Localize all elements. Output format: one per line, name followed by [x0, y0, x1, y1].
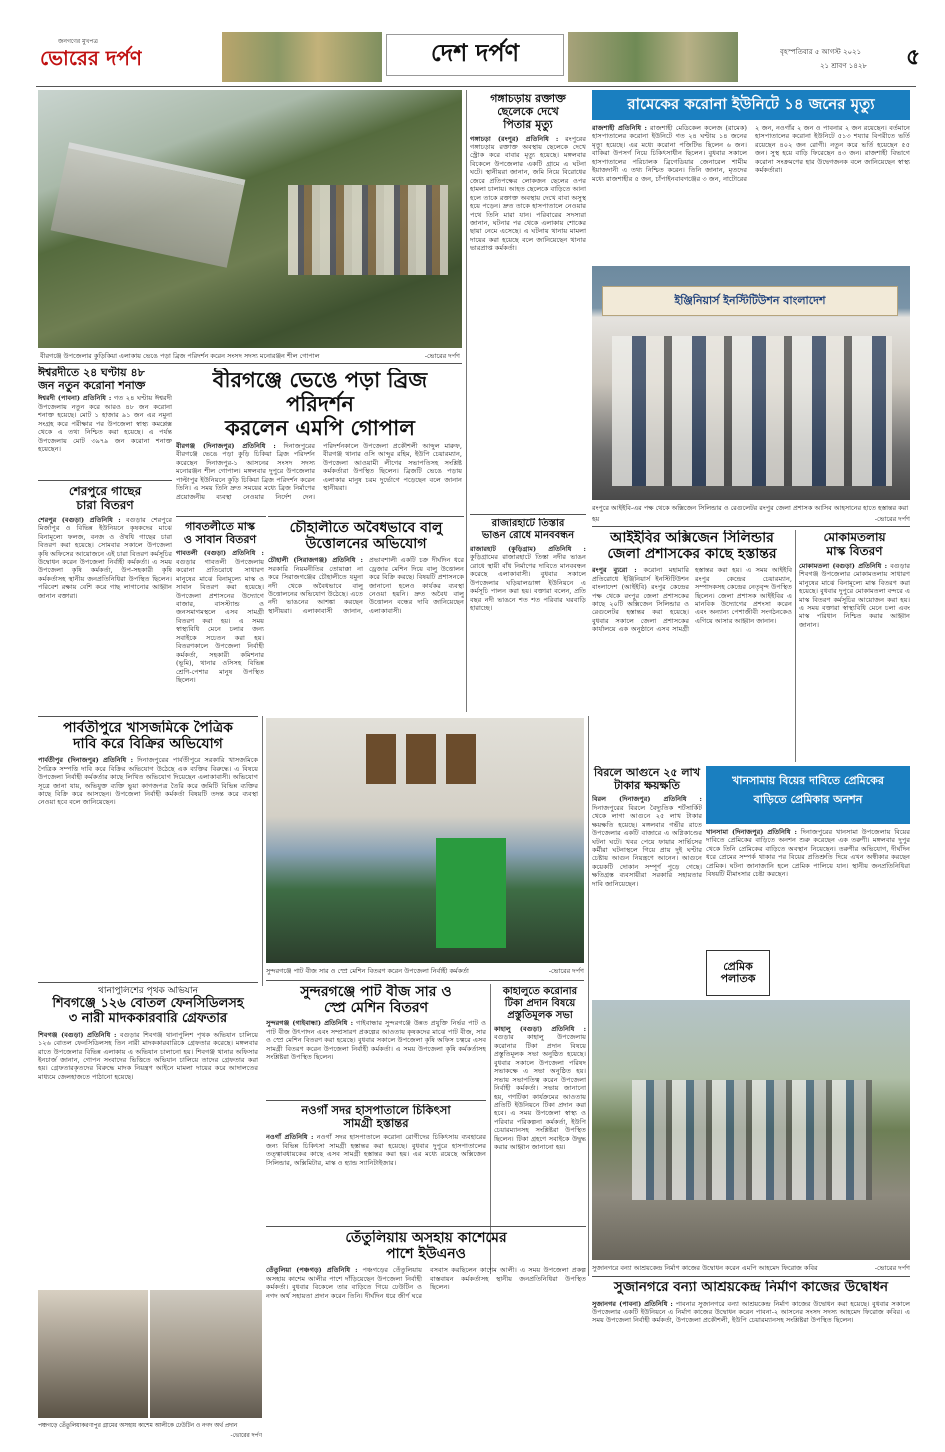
ieb-article	[592, 530, 792, 762]
rule	[38, 363, 462, 364]
tetulia-photo-1	[38, 1290, 148, 1418]
rule	[268, 516, 464, 517]
khansama-headline-1: খানসামায় বিয়ের দাবিতে প্রেমিকের	[732, 774, 884, 787]
mokam-headline-2: মাস্ক বিতরণ	[826, 544, 883, 559]
biral-headline-2: টাকার ক্ষয়ক্ষতি	[614, 779, 680, 793]
tetulia-article	[266, 1230, 586, 1440]
section-title: দেশ দর্পণ	[430, 39, 520, 67]
parbatipur-headline-1: পার্বতীপুরে খাসজমিকে পৈত্রিক	[63, 720, 233, 736]
rule	[266, 1100, 486, 1101]
chauhali-body	[268, 556, 464, 615]
khansama-headline-2: বাড়িতে প্রেমিকার অনশন	[753, 793, 863, 806]
sundarganj-body	[266, 1019, 486, 1061]
naogaon-text: নওগাঁ সদর হাসপাতালে করোনা রোগীদের চিকিৎসায় ব্যবহারের জন্য বিভিন্ন চিকিৎসা সামগ্রী হস্তান্তর করা হয়েছে। বুধবার দুপুরে হাসপাতালের তত্ত্বাবধায়কের কাছে এসব সামগ্রী হস্তান্তর করা হয়। এর মধ্যে রয়েছে অক্সিজেন সিলিন্ডার, অক্সিমিটার, মাস্ক ও হ্যান্ড স্যানিটাইজার।	[266, 1133, 486, 1167]
naogaon-article	[266, 1104, 486, 1220]
sundarganj-byline: সুন্দরগঞ্জ (গাইবান্ধা) প্রতিনিধি :	[266, 1019, 354, 1028]
bridge-caption-text: বীরগঞ্জে উপজেলার কুড়িকিয়া এলাকায় ভেঙে পড়া ব্রিজ পরিদর্শন করেন সংসদ সদস্য মনোরঞ্জন শীল গোপাল	[40, 352, 320, 360]
shibganj-headline-2: ৩ নারী মাদককারবারি গ্রেফতার	[68, 1010, 228, 1026]
kahalu-text: বগুড়ার কাহালু উপজেলায় করোনার টিকা প্রদান বিষয়ে প্রস্তুতিমূলক সভা অনুষ্ঠিত হয়েছে। বুধবার সকালে উপজেলা পরিষদ সভাকক্ষে এ সভা অনুষ্ঠিত হয়। সভায় সভাপতিত্ব করেন উপজেলা নির্বাহী কর্মকর্তা। সভায় জানানো হয়, গণটিকা কার্যক্রমের আওতায় প্রতিটি ইউনিয়নে টিকা প্রদান করা হবে। এ সময় উপজেলা স্বাস্থ্য ও পরিবার পরিকল্পনা কর্মকর্তা, ইউপি চেয়ারম্যানসহ সংশ্লিষ্টরা উপস্থিত ছিলেন। টিকা গ্রহণে সবাইকে উদ্বুদ্ধ করার আহ্বান জানানো হয়।	[494, 1033, 586, 1152]
sujanagar-caption-credit: -ভোরের দর্পণ	[874, 1264, 910, 1272]
tetulia-caption-text: পঞ্চগড়ে তেঁতুলিয়াকরণাপুর গ্রামের অসহায় কাশেম আলীকে ঢেউটিন ও নগদ অর্থ প্রদান	[38, 1423, 238, 1429]
seed-bags	[436, 838, 506, 948]
gabtali-text: বগুড়ার গাবতলী উপজেলায় করোনা প্রতিরোধে সাধারণ মানুষের মাঝে বিনামূল্যে মাস্ক ও সাবান বিতরণ করা হয়েছে। উপজেলা প্রশাসনের উদ্যোগে বাজার, বাসস্ট্যান্ড ও জনসমাগমস্থলে এসব সামগ্রী বিতরণ করা হয়। এ সময় স্বাস্থ্যবিধি মেনে চলার জন্য সবাইকে সচেতন করা হয়। বিতরণকালে উপজেলা নির্বাহী কর্মকর্তা, সহকারী কমিশনার (ভূমি), থানার ওসিসহ বিভিন্ন শ্রেণি-পেশার মানুষ উপস্থিত ছিলেন।	[176, 557, 264, 684]
rajarhat-headline-2: ভাঙন রোধে মানববন্ধন	[481, 530, 575, 541]
shibganj-byline: শিবগঞ্জ (বগুড়া) প্রতিনিধি :	[38, 1030, 117, 1039]
sujanagar-text: পাবনার সুজানগরে বন্যা আশ্রয়কেন্দ্র নির্মাণ কাজের উদ্বোধন করা হয়েছে। বুধবার সকালে উপজেলার একটি ইউনিয়নে এ নির্মাণ কাজের উদ্বোধন করেন পাবনা-২ আসনের সংসদ সদস্য আহমেদ ফিরোজ কবির। এ সময় উপজেলা নির্বাহী কর্মকর্তা, উপজেলা প্রকৌশলী, ইউপি চেয়ারম্যানসহ সংশ্লিষ্টরা উপস্থিত ছিলেন।	[592, 1299, 910, 1325]
gabtali-article	[176, 520, 264, 710]
date-line-1: বৃহস্পতিবার ৫ আগস্ট ২০২১	[780, 48, 862, 56]
tetulia-photo-2	[150, 1290, 262, 1418]
shibganj-kicker: থানাপুলিশের পৃথক অভিযান	[98, 986, 198, 996]
mokam-byline: মোকামতলা (বগুড়া) প্রতিনিধি :	[799, 561, 888, 570]
ieb-photo-caption	[592, 503, 910, 525]
rmk-headline-box	[592, 90, 910, 120]
khansama-box	[706, 950, 770, 996]
sujanagar-headline: সুজানগরে বন্যা আশ্রয়কেন্দ্র নির্মাণ কাজের উদ্বোধন	[613, 1280, 889, 1295]
rule	[176, 516, 266, 517]
tetulia-headline-2: পাশে ইউএনও	[386, 1246, 466, 1263]
parbatipur-byline: পার্বতীপুর (দিনাজপুর) প্রতিনিধি :	[38, 756, 134, 765]
section-banner	[386, 34, 564, 76]
bridge-caption-credit: -ভোরের দর্পণ	[424, 352, 460, 360]
bridge-headline	[176, 368, 464, 444]
sujanagar-body	[592, 1300, 910, 1325]
rmk-byline: রাজশাহী প্রতিনিধি :	[592, 124, 647, 132]
sherpur-byline: শেরপুর (বগুড়া) প্রতিনিধি :	[38, 515, 121, 524]
gangachara-headline-1: গঙ্গাচড়ায় রক্তাক্ত	[490, 92, 566, 105]
mokam-article	[799, 530, 910, 762]
ishwardi-body	[38, 394, 172, 453]
ieb-byline: রংপুর ব্যুরো :	[592, 566, 637, 575]
ishwardi-text: গত ২৪ ঘণ্টায় ঈশ্বরদী উপজেলায় নতুন করে আরও ৪৮ জন করোনা শনাক্ত হয়েছে। মোট ১ হাজার ৯১ জন এর নমুনা সংগ্রহ করে পরীক্ষার পর উপজেলা স্বাস্থ্য কমপ্লেক্স থেকে এ তথ্য নিশ্চিত করা হয়েছে। এ পর্যন্ত উপজেলায় মোট ৩৯৭৯ জন করোনা শনাক্ত হয়েছেন।	[38, 394, 172, 453]
khansama-headline-box	[706, 766, 910, 824]
rajarhat-body	[470, 545, 586, 613]
ieb-caption-text: রংপুরে আইইবি-এর পক্ষ থেকে অক্সিজেন সিলিন্ডার ও রেগুলেটর রংপুর জেলা প্রশাসক আসিব আহসানের হাতে হস্তান্তর করা হয়	[592, 504, 909, 523]
header-rule	[36, 86, 916, 87]
ieb-text: করোনা মহামারি প্রতিরোধে ইঞ্জিনিয়ার্স ইনস্টিটিউশন বাংলাদেশ (আইইবি) রংপুর কেন্দ্রের পক্ষ থেকে রংপুর জেলা প্রশাসকের কাছে ২০টি অক্সিজেন সিলিন্ডার ও রেগুলেটর হস্তান্তর করা হয়েছে। বুধবার সকালে জেলা প্রশাসকের কার্যালয়ে এক অনুষ্ঠানে এসব সামগ্রী হস্তান্তর করা হয়। এ সময় আইইবি রংপুর কেন্দ্রের চেয়ারম্যান, সম্পাদকসহ কেন্দ্রের নেতৃবৃন্দ উপস্থিত ছিলেন। জেলা প্রশাসক আইইবির এ মানবিক উদ্যোগের প্রশংসা করেন এবং অন্যান্য পেশাজীবী সংগঠনকেও এগিয়ে আসার আহ্বান জানান।	[592, 566, 792, 634]
rmk-text: রাজশাহী মেডিকেল কলেজ (রামেক) হাসপাতালের করোনা ইউনিটে গত ২৪ ঘণ্টায় ১৪ জনের মৃত্যু হয়েছে। এর মধ্যে করোনা পজিটিভ ছিলেন ৬ জন। বাকিরা উপসর্গ নিয়ে চিকিৎসাধীন ছিলেন। বুধবার সকালে হাসপাতালের পরিচালক ব্রিগেডিয়ার জেনারেল শামীম ইয়াজদানী এ তথ্য নিশ্চিত করেন। তিনি জানান, মৃতদের মধ্যে রাজশাহীর ৫ জন, চাঁপাইনবাবগঞ্জের ৩ জন, নাটোরের ২ জন, নওগাঁর ২ জন ও পাবনার ২ জন রয়েছেন। বর্তমানে হাসপাতালের করোনা ইউনিটে ৫১৩ শয্যার বিপরীতে ভর্তি রয়েছেন ৪০২ জন রোগী। নতুন করে ভর্তি হয়েছেন ৫৫ জন। সুস্থ হয়ে বাড়ি ফিরেছেন ৪৩ জন। রাজশাহী বিভাগে করোনা সংক্রমণের হার উদ্বেগজনক বলে জানিয়েছেন স্বাস্থ্য কর্মকর্তারা।	[592, 124, 910, 183]
ishwardi-byline: ঈশ্বরদী (পাবনা) প্রতিনিধি :	[38, 394, 112, 403]
mokam-body	[799, 562, 910, 630]
ieb-headline-2: জেলা প্রশাসকের কাছে হস্তান্তর	[607, 546, 777, 563]
kahalu-headline-3: প্রস্তুতিমূলক সভা	[507, 1010, 573, 1021]
sherpur-body	[38, 516, 172, 600]
sujanagar-byline: সুজানগর (পাবনা) প্রতিনিধি :	[592, 1299, 673, 1308]
sundarganj-photo	[266, 718, 584, 963]
ishwardi-article	[38, 366, 172, 476]
kahalu-byline: কাহালু (বগুড়া) প্রতিনিধি :	[494, 1025, 586, 1033]
mokam-headline-1: মোকামতলায়	[823, 530, 886, 544]
date-line-2: ২১ শ্রাবণ ১৪২৮	[820, 62, 867, 70]
sherpur-article	[38, 484, 172, 710]
tetulia-photo-caption	[38, 1421, 262, 1441]
gangachara-headline-3: পিতার মৃত্যু	[503, 118, 553, 132]
parbatipur-article	[38, 720, 258, 978]
bridge-structure	[51, 142, 246, 267]
sherpur-text: বগুড়ার শেরপুরে মির্জাপুর ও বিভিন্ন ইউনিয়নে কৃষকদের মাঝে বিনামূল্যে ফলজ, বনজ ও ঔষধি গাছের চারা বিতরণ করা হয়েছে। সোমবার সকালে উপজেলা কৃষি অফিসের আয়োজনে এই চারা বিতরণ কর্মসূচির উদ্বোধন করেন উপজেলা নির্বাহী কর্মকর্তা। এ সময় উপজেলা কৃষি কর্মকর্তা, উপ-সহকারী কৃষি কর্মকর্তাসহ স্থানীয় জনপ্রতিনিধিরা উপস্থিত ছিলেন। পরিবেশ রক্ষায় বেশি করে গাছ লাগানোর আহ্বান জানান বক্তারা।	[38, 515, 172, 600]
rule	[38, 716, 258, 717]
bridge-body	[176, 442, 462, 512]
header-strip-right	[568, 32, 738, 82]
sundarganj-caption-credit: -ভোরের দর্পণ	[548, 967, 584, 975]
bridge-text: দিনাজপুরের বীরগঞ্জে ভেঙে পড়া কুড়ি চিকিয়া ব্রিজ পরিদর্শন করেছেন দিনাজপুর-১ আসনের সংসদ সদস্য মনোরঞ্জন শীল গোপাল। মঙ্গলবার দুপুরে উপজেলার পাল্টাপুর ইউনিয়নে কুড়ি চিকিয়া ব্রিজ পরিদর্শন করেন তিনি। এ সময় তিনি দ্রুত সময়ের মধ্যে ব্রিজ নির্মাণের প্রয়োজনীয় ব্যবস্থা নেওয়ার নির্দেশ দেন। পরিদর্শনকালে উপজেলা প্রকৌশলী আব্দুল মারুফ, বীরগঞ্জ থানার ওসি আব্দুর রহিম, ইউপি চেয়ারম্যান, উপজেলা আওয়ামী লীগের সভাপতিসহ সংশ্লিষ্ট কর্মকর্তারা উপস্থিত ছিলেন। ব্রিজটি ভেঙে পড়ায় এলাকার মানুষ চরম দুর্ভোগে পড়েছেন বলে জানান স্থানীয়রা।	[176, 442, 462, 501]
mokam-text: বগুড়ার শিবগঞ্জ উপজেলার মোকামতলায় সাধারণ মানুষের মাঝে বিনামূল্যে মাস্ক বিতরণ করা হয়েছে। বুধবার দুপুরে মোকামতলা বন্দরে এ মাস্ক বিতরণ কর্মসূচির আয়োজন করা হয়। এ সময় বক্তারা স্বাস্থ্যবিধি মেনে চলা এবং মাস্ক পরিধান নিশ্চিত করার আহ্বান জানান।	[799, 561, 910, 629]
bridge-headline-1: বীরগঞ্জে ভেঙে পড়া ব্রিজ পরিদর্শন	[212, 368, 428, 417]
rule	[266, 980, 584, 981]
bridge-byline: বীরগঞ্জ (দিনাজপুর) প্রতিনিধি :	[176, 442, 276, 450]
chauhali-headline-2: উত্তোলনের অভিযোগ	[305, 536, 427, 553]
rajarhat-text: কুড়িগ্রামের রাজারহাটে তিস্তা নদীর ভাঙন রোধে স্থায়ী বাঁধ নির্মাণের দাবিতে মানববন্ধন করেছে এলাকাবাসী। বুধবার সকালে উপজেলার ঘড়িয়ালডাঙ্গা ইউনিয়নে এ কর্মসূচি পালন করা হয়। বক্তারা বলেন, প্রতি বছর নদী ভাঙনে শত শত পরিবার ঘরবাড়ি হারাচ্ছে।	[470, 553, 586, 613]
sundarganj-headline-1: সুন্দরগঞ্জে পাট বীজ সার ও	[300, 984, 452, 1000]
ishwardi-headline-2: জন নতুন করোনা শনাক্ত	[38, 379, 146, 393]
kahalu-body	[494, 1025, 586, 1152]
ieb-people	[612, 336, 892, 486]
ieb-banner-text: ইঞ্জিনিয়ার্স ইনস্টিটিউশন বাংলাদেশ	[674, 293, 826, 307]
gangachara-text: রংপুরের গঙ্গাচড়ায় রক্তাক্ত অবস্থায় ছেলেকে দেখে স্ট্রোক করে বাবার মৃত্যু হয়েছে। মঙ্গলবার বিকেলে উপজেলার একটি গ্রামে এ ঘটনা ঘটে। স্থানীয়রা জানান, জমি নিয়ে বিরোধের জেরে প্রতিপক্ষের লোকজন ছেলের ওপর হামলা চালায়। আহত ছেলেকে বাড়িতে আনা হলে তাকে রক্তাক্ত অবস্থায় দেখে বাবা অসুস্থ হয়ে পড়েন। দ্রুত তাকে হাসপাতালে নেওয়ার পথে তিনি মারা যান। পরিবারের সদস্যরা জানান, ঘটনার পর থেকে এলাকায় শোকের ছায়া নেমে এসেছে। এ ঘটনায় থানায় মামলা দায়ের করা হয়েছে বলে জানিয়েছেন থানার ভারপ্রাপ্ত কর্মকর্তা।	[470, 134, 586, 253]
parbatipur-text: দিনাজপুরের পার্বতীপুরে সরকারি খাসজমিকে পৈত্রিক সম্পত্তি দাবি করে বিক্রির অভিযোগ উঠেছে এক ব্যক্তির বিরুদ্ধে। এ বিষয়ে উপজেলা নির্বাহী কর্মকর্তার কাছে লিখিত অভিযোগ দিয়েছেন এলাকাবাসী। অভিযোগ সূত্রে জানা যায়, অভিযুক্ত ব্যক্তি ভুয়া কাগজপত্র তৈরি করে জমিটি বিভিন্ন ব্যক্তির কাছে বিক্রি করে আসছেন। উপজেলা নির্বাহী কর্মকর্তা বিষয়টি তদন্ত করে ব্যবস্থা নেওয়া হবে বলে জানিয়েছেন।	[38, 756, 258, 807]
naogaon-headline-1: নওগাঁ সদর হাসপাতালে চিকিৎসা	[301, 1104, 451, 1117]
bridge-photo-caption	[40, 351, 460, 362]
ieb-caption-credit: -ভোরের দর্পণ	[874, 515, 910, 523]
gangachara-headline-2: ছেলেকে দেখে	[497, 105, 559, 119]
rule	[466, 90, 467, 712]
rule	[38, 982, 258, 983]
khansama-box-text: প্রেমিক পলাতক	[720, 959, 756, 985]
chauhali-article	[268, 520, 464, 712]
tetulia-body	[266, 1266, 586, 1416]
ieb-body	[592, 566, 792, 756]
tetulia-headline-1: তেঁতুলিয়ায় অসহায় কাশেমের	[345, 1230, 507, 1246]
rajarhat-article	[470, 518, 586, 712]
gabtali-headline-1: গাবতলীতে মাস্ক	[185, 520, 255, 533]
gangachara-article	[470, 92, 586, 512]
rule	[470, 514, 586, 515]
khansama-byline: খানসামা (দিনাজপুর) প্রতিনিধি :	[706, 828, 797, 836]
bridge-photo	[38, 90, 462, 348]
biral-headline-1: বিরলে আগুনে ২৫ লাখ	[594, 766, 700, 779]
page-number: ৫	[906, 45, 921, 70]
chauhali-byline: চৌহালী (সিরাজগঞ্জ) প্রতিনিধি :	[268, 556, 363, 565]
shibganj-text: বগুড়ার শিবগঞ্জ থানাপুলিশ পৃথক অভিযান চালিয়ে ১২৬ বোতল ফেনসিডিলসহ তিন নারী মাদককারবারিকে গ্রেফতার করেছে। মঙ্গলবার রাতে উপজেলার বিভিন্ন এলাকায় এ অভিযান চালানো হয়। শিবগঞ্জ থানার অফিসার ইনচার্জ জানান, গোপন সংবাদের ভিত্তিতে অভিযান চালিয়ে তাদের গ্রেফতার করা হয়। গ্রেফতারকৃতদের বিরুদ্ধে মাদক নিয়ন্ত্রণ আইনে মামলা দায়ের করে আদালতের মাধ্যমে জেলহাজতে পাঠানো হয়েছে।	[38, 1030, 258, 1081]
parbatipur-headline-2: দাবি করে বিক্রির অভিযোগ	[73, 736, 223, 753]
tetulia-byline: তেঁতুলিয়া (পঞ্চগড়) প্রতিনিধি :	[266, 1266, 358, 1275]
sundarganj-article	[266, 984, 486, 1096]
tetulia-caption-credit: -ভোরের দর্পণ	[230, 1433, 262, 1439]
masthead	[0, 0, 945, 82]
paper-tagline: জনগণের মুখপত্র	[58, 38, 98, 45]
biral-body	[592, 795, 702, 888]
people-group	[632, 1080, 872, 1200]
rule	[588, 716, 589, 1276]
tetulia-text: পঞ্চগড়ের তেঁতুলিয়ায় অসহায় কাশেম আলীর পাশে দাঁড়িয়েছেন উপজেলা নির্বাহী কর্মকর্তা। বুধবার বিকেলে তার বাড়িতে গিয়ে ঢেউটিন ও নগদ অর্থ সহায়তা প্রদান করেন তিনি। দীর্ঘদিন ধরে জীর্ণ ঘরে বসবাস করছিলেন কাশেম আলী। এ সময় উপজেলা প্রকল্প বাস্তবায়ন কর্মকর্তাসহ স্থানীয় জনপ্রতিনিধিরা উপস্থিত ছিলেন।	[266, 1266, 586, 1300]
chauhali-text: সরকারি নিয়মনীতির তোয়াক্কা না করে সিরাজগঞ্জের চৌহালীতে যমুনা নদী থেকে অবৈধভাবে বালু উত্তোলনের অভিযোগ উঠেছে। এতে নদী ভাঙনের আশঙ্কা করছেন স্থানীয়রা। এলাকাবাসী জানান, প্রভাবশালী একটি চক্র দীর্ঘদিন ধরে ড্রেজার মেশিন দিয়ে বালু উত্তোলন করে বিক্রি করছে। বিষয়টি প্রশাসনকে জানানো হলেও কার্যকর ব্যবস্থা নেওয়া হয়নি। দ্রুত অবৈধ বালু উত্তোলন বন্ধের দাবি জানিয়েছেন এলাকাবাসী।	[268, 556, 464, 615]
rule	[592, 526, 910, 527]
biral-byline: বিরল (দিনাজপুর) প্রতিনিধি :	[592, 795, 702, 804]
gangachara-body	[470, 135, 586, 253]
sundarganj-caption-text: সুন্দরগঞ্জে পাট বীজ সার ও স্প্রে মেশিন বিতরণ করেন উপজেলা নির্বাহী কর্মকর্তা	[266, 967, 469, 975]
sherpur-headline-2: চারা বিতরণ	[76, 498, 134, 513]
sujanagar-photo	[592, 1000, 910, 1260]
sujanagar-article	[592, 1280, 910, 1440]
header-strip-left	[222, 32, 382, 82]
rmk-headline: রামেকের করোনা ইউনিটে ১৪ জনের মৃত্যু	[627, 94, 875, 113]
khansama-text: দিনাজপুরের খানসামা উপজেলায় বিয়ের দাবিতে প্রেমিকের বাড়িতে অনশন শুরু করেছেন এক তরুণী। মঙ্গলবার দুপুর থেকে তিনি প্রেমিকের বাড়িতে অবস্থান নিয়েছেন। তরুণীর অভিযোগ, দীর্ঘদিন ধরে প্রেমের সম্পর্ক থাকার পর বিয়ের প্রতিশ্রুতি দিয়ে এখন অস্বীকার করছেন প্রেমিক। ঘটনা জানাজানি হলে প্রেমিক পালিয়ে যান। স্থানীয় জনপ্রতিনিধিরা বিষয়টি মীমাংসার চেষ্টা করছেন।	[706, 828, 910, 879]
chauhali-headline-1: চৌহালীতে অবৈধভাবে বালু	[289, 520, 443, 536]
shibganj-body	[38, 1031, 258, 1082]
sujanagar-photo-caption	[592, 1263, 910, 1274]
rajarhat-byline: রাজারহাট (কুড়িগ্রাম) প্রতিনিধি :	[470, 545, 586, 553]
wall-portraits	[366, 734, 476, 784]
gabtali-body	[176, 549, 264, 684]
rule	[262, 716, 263, 986]
sundarganj-text: গাইবান্ধার সুন্দরগঞ্জে উন্নত প্রযুক্তি নির্ভর পাট ও পাট বীজ উৎপাদন এবং সম্প্রসারণ প্রকল্পের আওতায় কৃষকদের মাঝে পাট বীজ, সার ও স্প্রে মেশিন বিতরণ করা হয়েছে। বুধবার সকালে উপজেলা কৃষি অফিস চত্বরে এসব সামগ্রী বিতরণ করেন উপজেলা নির্বাহী কর্মকর্তা। এ সময় উপজেলা কৃষি কর্মকর্তাসহ সংশ্লিষ্টরা উপস্থিত ছিলেন।	[266, 1019, 486, 1061]
naogaon-headline-2: সামগ্রী হস্তান্তর	[343, 1116, 409, 1131]
gabtali-headline-2: ও সাবান বিতরণ	[183, 533, 257, 547]
naogaon-body	[266, 1133, 486, 1167]
biral-article	[592, 766, 702, 966]
biral-text: দিনাজপুরের বিরলে বৈদ্যুতিক শর্টসার্কিট থেকে লাগা আগুনে ২৫ লাখ টাকার ক্ষয়ক্ষতি হয়েছে। মঙ্গলবার গভীর রাতে উপজেলার একটি বাজারে এ অগ্নিকাণ্ডের ঘটনা ঘটে। খবর পেয়ে ফায়ার সার্ভিসের কর্মীরা ঘটনাস্থলে গিয়ে প্রায় দুই ঘণ্টার চেষ্টায় আগুন নিয়ন্ত্রণে আনেন। আগুনে কয়েকটি দোকান সম্পূর্ণ পুড়ে গেছে। ক্ষতিগ্রস্ত ব্যবসায়ীরা সরকারি সহায়তার দাবি জানিয়েছেন।	[592, 803, 702, 888]
shibganj-headline-1: শিবগঞ্জে ১২৬ বোতল ফেনসিডিলসহ	[52, 995, 244, 1011]
people-group	[288, 185, 448, 275]
bridge-headline-2: করলেন এমপি গোপাল	[225, 416, 415, 441]
paper-name: ভোরের দর্পণ	[40, 46, 142, 70]
sundarganj-photo-caption	[266, 966, 584, 977]
rmk-body	[592, 124, 910, 264]
khansama-body	[706, 828, 910, 948]
rule	[266, 1226, 586, 1227]
rule	[592, 1276, 910, 1277]
rule	[795, 530, 796, 762]
rajarhat-headline-1: রাজারহাটে তিস্তার	[491, 518, 565, 529]
naogaon-byline: নওগাঁ প্রতিনিধি :	[266, 1133, 314, 1142]
sherpur-headline-1: শেরপুরে গাছের	[68, 484, 142, 498]
kahalu-headline-2: টিকা প্রদান বিষয়ে	[504, 998, 576, 1009]
ieb-headline-1: আইইবির অক্সিজেন সিলিন্ডার	[610, 530, 774, 546]
sujanagar-caption-text: সুজানগরে বন্যা আশ্রয়কেন্দ্র নির্মাণ কাজের উদ্বোধন করেন এমপি আহমেদ ফিরোজ কবির	[592, 1264, 818, 1272]
ieb-banner	[602, 286, 898, 316]
ishwardi-headline-1: ঈশ্বরদীতে ২৪ ঘণ্টায় ৪৮	[38, 366, 145, 379]
kahalu-headline-1: কাহালুতে করোনার	[502, 986, 578, 997]
gabtali-byline: গাবতলী (বগুড়া) প্রতিনিধি :	[176, 549, 264, 558]
parbatipur-body	[38, 756, 258, 807]
rule	[38, 480, 172, 481]
gangachara-byline: গঙ্গাচড়া (রংপুর) প্রতিনিধি :	[470, 134, 559, 143]
ieb-photo	[592, 266, 910, 500]
sundarganj-headline-2: স্প্রে মেশিন বিতরণ	[323, 1000, 429, 1017]
